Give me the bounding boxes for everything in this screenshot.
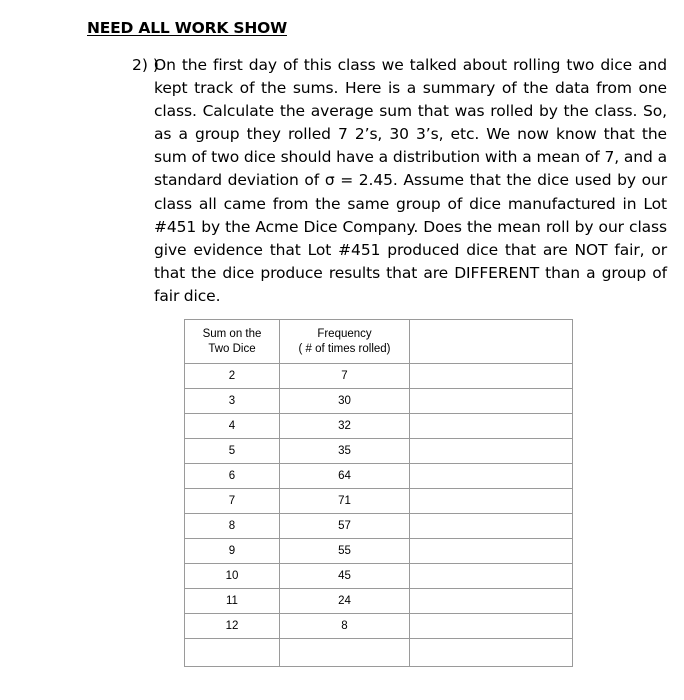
sum-cell: 5 [185,439,280,464]
empty-cell [410,364,573,389]
empty-cell [410,639,573,667]
frequency-cell: 45 [280,564,410,589]
empty-cell [410,614,573,639]
empty-cell [410,514,573,539]
empty-cell [410,414,573,439]
table-row [185,364,573,389]
question-number: 2) ) [132,56,159,74]
table-header-row [185,320,573,364]
question-text: On the first day of this class we talked about rolling two dice and kept track of the sums. Here is a summary of the data from one class. Calculate the average sum that was rolled by the class. So, as a group they rolled 7 2’s, 30 3’s, etc. We now know that the sum of two dice should have a distribution with a mean of 7, and a standard deviation of σ = 2.45. Assume that the dice used by our class all came from the same group of dice manufactured in Lot #451 by the Acme Dice Company. Does the mean roll by our class give evidence that Lot #451 produced dice that are NOT fair, or that the dice produce results that are DIFFERENT than a group of fair dice. [154,56,667,305]
heading-need-all-work: NEED ALL WORK SHOW [87,19,287,37]
frequency-cell: 55 [280,539,410,564]
sum-cell: 2 [185,364,280,389]
empty-cell [280,639,410,667]
sum-cell: 6 [185,464,280,489]
frequency-table [184,319,573,667]
table-row [185,464,573,489]
frequency-cell: 35 [280,439,410,464]
sum-cell: 4 [185,414,280,439]
empty-cell [410,439,573,464]
table-row [185,564,573,589]
frequency-cell: 30 [280,389,410,414]
sum-cell: 9 [185,539,280,564]
table-row [185,389,573,414]
table-row [185,589,573,614]
table-row [185,539,573,564]
frequency-cell: 71 [280,489,410,514]
table-row-blank [185,639,573,667]
sum-cell: 11 [185,589,280,614]
header-frequency-line1: Frequency [317,327,372,340]
header-frequency-line2: ( # of times rolled) [298,342,391,355]
frequency-cell: 32 [280,414,410,439]
sum-cell: 7 [185,489,280,514]
sum-cell: 8 [185,514,280,539]
empty-cell [410,564,573,589]
empty-cell [185,639,280,667]
sum-cell: 10 [185,564,280,589]
frequency-cell: 57 [280,514,410,539]
frequency-cell: 7 [280,364,410,389]
header-frequency [280,320,410,364]
empty-cell [410,489,573,514]
header-empty [410,320,573,364]
table-row [185,439,573,464]
table-row [185,489,573,514]
frequency-cell: 64 [280,464,410,489]
empty-cell [410,589,573,614]
empty-cell [410,389,573,414]
frequency-cell: 24 [280,589,410,614]
table-row [185,414,573,439]
empty-cell [410,464,573,489]
header-sum [185,320,280,364]
table-row [185,614,573,639]
frequency-cell: 8 [280,614,410,639]
table-row [185,514,573,539]
empty-cell [410,539,573,564]
sum-cell: 3 [185,389,280,414]
header-sum-line2: Two Dice [208,342,256,355]
header-sum-line1: Sum on the [202,327,262,340]
sum-cell: 12 [185,614,280,639]
